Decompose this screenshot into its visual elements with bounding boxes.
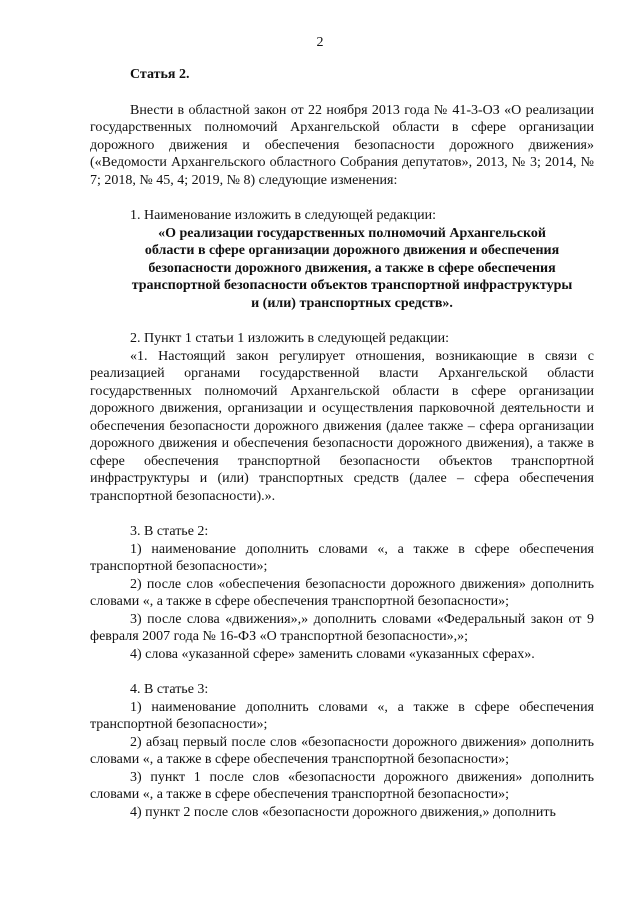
item4-subitem: 4) пункт 2 после слов «безопасности дорожного движения,» дополнить (130, 804, 556, 820)
new-law-title-line: безопасности дорожного движения, а также в сфере обеспечения (148, 260, 556, 276)
item4-subitem: 2) абзац первый после слов «безопасности дорожного движения» дополнить словами «, а также в сфере обеспечения транспортной безопасности»; (90, 734, 594, 767)
item4-subitem: 1) наименование дополнить словами «, а также в сфере обеспечения транспортной безопасности»; (90, 699, 594, 732)
item4-heading: 4. В статье 3: (130, 682, 209, 697)
new-law-title-line: области в сфере организации дорожного движения и обеспечения (144, 243, 560, 258)
item3-subitem: 4) слова «указанной сфере» заменить словами «указанных сферах». (130, 646, 535, 662)
item2-text: «1. Настоящий закон регулирует отношения, возникающие в связи с реализацией органами государственной власти Архангельской области государственных полномочий Архангельской области в сфере организации дорожного движения, организации и осуществления парковочной деятельности и обеспечения безопасности дорожного движения (далее также – сфера организации дорожного движения и обеспечения безопасности дорожного движения), а также в сфере обеспечения транспортной безопасности объектов транспортной инфраструктуры и (или) транспортных средств (далее – сфера обеспечения транспортной безопасности).». (90, 348, 594, 504)
new-law-title (90, 225, 594, 313)
document-body (90, 66, 594, 821)
item4-subitem: 3) пункт 1 после слов «безопасности дорожного движения» дополнить словами «, а также в сфере обеспечения транспортной безопасности»; (90, 769, 594, 802)
item2-heading: 2. Пункт 1 статьи 1 изложить в следующей редакции: (130, 331, 449, 346)
new-law-title-line: и (или) транспортных средств». (251, 295, 453, 311)
item3-subitem: 1) наименование дополнить словами «, а также в сфере обеспечения транспортной безопасности»; (90, 541, 594, 574)
new-law-title-line: «О реализации государственных полномочий Архангельской (158, 225, 546, 241)
item3-heading: 3. В статье 2: (130, 524, 209, 539)
item3-subitem: 2) после слов «обеспечения безопасности дорожного движения» дополнить словами «, а также в сфере обеспечения транспортной безопасности»; (90, 576, 594, 609)
page-number: 2 (316, 35, 324, 50)
article-intro: Внести в областной закон от 22 ноября 2013 года № 41-3-ОЗ «О реализации государственных полномочий Архангельской области в сфере организации дорожного движения и обеспечения безопасности дорожного движения» («Ведомости Архангельского областного Собрания депутатов», 2013, № 3; 2014, № 7; 2018, № 45, 4; 2019, № 8) следующие изменения: (90, 102, 594, 188)
article-title: Статья 2. (130, 67, 190, 82)
item3-subitem: 3) после слова «движения»,» дополнить словами «Федеральный закон от 9 февраля 2007 года № 16-ФЗ «О транспортной безопасности»,»; (90, 611, 594, 644)
new-law-title-line: транспортной безопасности объектов транспортной инфраструктуры (131, 278, 573, 293)
item1-heading: 1. Наименование изложить в следующей редакции: (130, 208, 436, 223)
